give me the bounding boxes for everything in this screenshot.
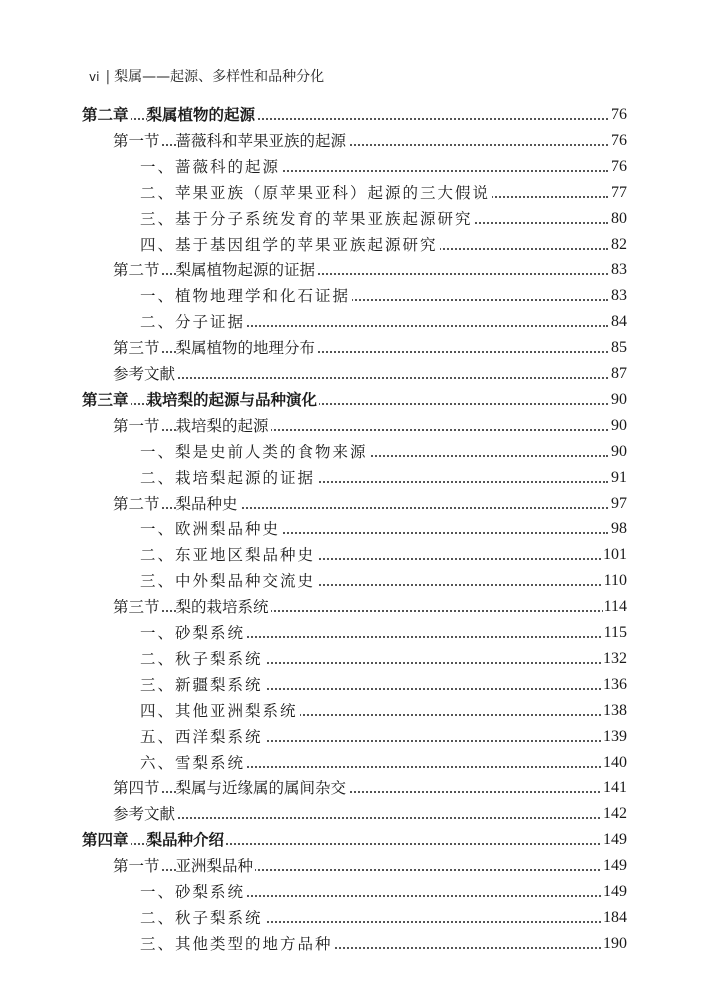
toc-entry-title: 三、中外梨品种交流史 (140, 572, 316, 591)
toc-entry-item[interactable] (0, 544, 708, 569)
toc-entry-item[interactable] (0, 285, 708, 310)
toc-entry-title: 二、分子证据 (140, 313, 246, 332)
toc-entry-title: 一、蔷薇科的起源 (140, 157, 281, 176)
toc-entry-section[interactable] (0, 803, 708, 828)
toc-entry-title: 梨属植物起源的证据 (175, 261, 316, 280)
toc-entry-title: 一、砂梨系统 (140, 883, 246, 901)
toc-entry-page: 76 (611, 131, 627, 149)
toc-entry-page: 115 (603, 624, 627, 641)
toc-entry-section[interactable] (0, 130, 708, 155)
toc-entry-item[interactable] (0, 622, 708, 647)
toc-entry-page: 97 (611, 494, 627, 512)
toc-entry-section[interactable] (0, 777, 708, 802)
toc-entry-chapter[interactable] (0, 829, 708, 854)
toc-entry-item[interactable] (0, 570, 708, 595)
toc-entry-title: 二、东亚地区梨品种史 (140, 546, 316, 565)
header-book-title: 梨属——起源、多样性和品种分化 (114, 69, 325, 85)
toc-entry-title: 四、基于基因组学的苹果亚族起源研究 (140, 235, 438, 254)
toc-entry-chapter[interactable] (0, 389, 708, 414)
toc-entry-page: 90 (611, 416, 627, 434)
toc-entry-page: 98 (611, 520, 627, 538)
toc-entry-label: 第二章 (82, 106, 129, 124)
toc-entry-item[interactable] (0, 907, 708, 932)
toc-entry-section[interactable] (0, 493, 708, 518)
toc-entry-item[interactable] (0, 208, 708, 233)
toc-entry-page: 77 (611, 183, 627, 201)
toc-entry-title: 二、苹果亚族（原苹果亚科）起源的三大假说 (140, 183, 491, 202)
leader-dots (113, 817, 608, 819)
toc-entry-section[interactable] (0, 596, 708, 621)
toc-entry-section[interactable] (0, 337, 708, 362)
leader-dots (113, 377, 608, 379)
toc-entry-page: 80 (611, 209, 627, 227)
toc-entry-label: 第三节 (113, 339, 160, 358)
toc-entry-label: 第三章 (82, 390, 129, 409)
toc-entry-section[interactable] (0, 415, 708, 440)
toc-entry-page: 149 (603, 883, 627, 900)
toc-entry-title: 四、其他亚洲梨系统 (140, 701, 298, 720)
toc-entry-title: 一、欧洲梨品种史 (140, 520, 281, 539)
toc-entry-label: 第四章 (82, 831, 129, 850)
toc-entry-title: 三、基于分子系统发育的苹果亚族起源研究 (140, 209, 473, 228)
toc-entry-title: 栽培梨的起源 (175, 416, 269, 435)
toc-entry-label: 第一节 (113, 416, 160, 435)
toc-entry-item[interactable] (0, 311, 708, 336)
toc-entry-label: 第一节 (113, 131, 160, 150)
toc-entry-item[interactable] (0, 881, 708, 906)
toc-entry-item[interactable] (0, 234, 708, 259)
toc-entry-item[interactable] (0, 441, 708, 466)
toc-entry-title: 二、秋子梨系统 (140, 649, 263, 668)
toc-entry-title: 三、其他类型的地方品种 (140, 934, 333, 953)
toc-entry-page: 87 (611, 365, 627, 382)
toc-entry-item[interactable] (0, 156, 708, 181)
toc-entry-section[interactable] (0, 259, 708, 284)
toc-entry-page: 139 (603, 727, 627, 745)
toc-entry-label: 第二节 (113, 261, 160, 280)
toc-entry-item[interactable] (0, 467, 708, 492)
toc-entry-chapter[interactable] (0, 104, 708, 129)
toc-entry-title: 梨品种介绍 (146, 831, 225, 850)
toc-entry-page: 114 (603, 598, 627, 616)
toc-entry-page: 149 (603, 857, 627, 875)
toc-entry-title: 参考文献 (113, 365, 176, 383)
toc-entry-label: 第四节 (113, 779, 160, 798)
running-header (89, 66, 324, 86)
toc-entry-title: 蔷薇科和苹果亚族的起源 (175, 131, 347, 150)
toc-entry-title: 梨属植物的起源 (146, 106, 256, 124)
toc-entry-page: 184 (603, 908, 627, 926)
toc-entry-page: 91 (611, 468, 627, 486)
toc-entry-page: 140 (603, 753, 627, 771)
toc-entry-page: 149 (603, 831, 627, 849)
toc-entry-item[interactable] (0, 726, 708, 751)
toc-entry-page: 84 (611, 313, 627, 331)
toc-entry-item[interactable] (0, 700, 708, 725)
toc-entry-title: 梨属植物的地理分布 (175, 339, 316, 358)
header-separator: | (105, 69, 111, 85)
toc-entry-page: 101 (603, 546, 627, 564)
toc-entry-title: 参考文献 (113, 805, 176, 824)
toc-entry-page: 136 (603, 675, 627, 693)
toc-entry-item[interactable] (0, 518, 708, 543)
toc-entry-title: 五、西洋梨系统 (140, 727, 263, 746)
toc-entry-page: 82 (611, 235, 627, 253)
toc-entry-page: 141 (603, 779, 627, 797)
toc-entry-page: 110 (603, 572, 627, 590)
toc-entry-page: 76 (611, 157, 627, 175)
toc-entry-title: 梨的栽培系统 (175, 598, 269, 617)
toc-entry-title: 一、砂梨系统 (140, 624, 246, 642)
toc-entry-title: 梨品种史 (175, 494, 238, 513)
toc-entry-title: 二、秋子梨系统 (140, 908, 263, 927)
toc-entry-item[interactable] (0, 933, 708, 958)
toc-entry-item[interactable] (0, 674, 708, 699)
toc-entry-title: 二、栽培梨起源的证据 (140, 468, 316, 487)
header-page-number: vi (89, 70, 100, 84)
toc-entry-title: 栽培梨的起源与品种演化 (146, 390, 318, 409)
toc-entry-label: 第三节 (113, 598, 160, 617)
toc-entry-page: 90 (611, 442, 627, 460)
toc-entry-title: 梨属与近缘属的属间杂交 (175, 779, 347, 798)
toc-entry-title: 三、新疆梨系统 (140, 675, 263, 694)
toc-entry-page: 190 (603, 934, 627, 952)
toc-entry-page: 83 (611, 287, 627, 305)
toc-entry-page: 76 (611, 106, 627, 123)
toc-entry-page: 85 (611, 339, 627, 357)
toc-entry-title: 一、植物地理学和化石证据 (140, 287, 351, 306)
toc-entry-item[interactable] (0, 752, 708, 777)
toc-entry-page: 138 (603, 701, 627, 719)
toc-entry-page: 90 (611, 390, 627, 408)
toc-entry-item[interactable] (0, 182, 708, 207)
toc-entry-section[interactable] (0, 363, 708, 388)
toc-entry-title: 一、梨是史前人类的食物来源 (140, 442, 368, 461)
toc-entry-section[interactable] (0, 855, 708, 880)
toc-entry-title: 亚洲梨品种 (175, 857, 254, 876)
toc-entry-page: 142 (603, 805, 627, 823)
toc-entry-page: 83 (611, 261, 627, 279)
toc-entry-label: 第二节 (113, 494, 160, 513)
toc-entry-page: 132 (603, 649, 627, 667)
toc-entry-item[interactable] (0, 648, 708, 673)
toc-entry-title: 六、雪梨系统 (140, 753, 246, 772)
toc-entry-label: 第一节 (113, 857, 160, 876)
